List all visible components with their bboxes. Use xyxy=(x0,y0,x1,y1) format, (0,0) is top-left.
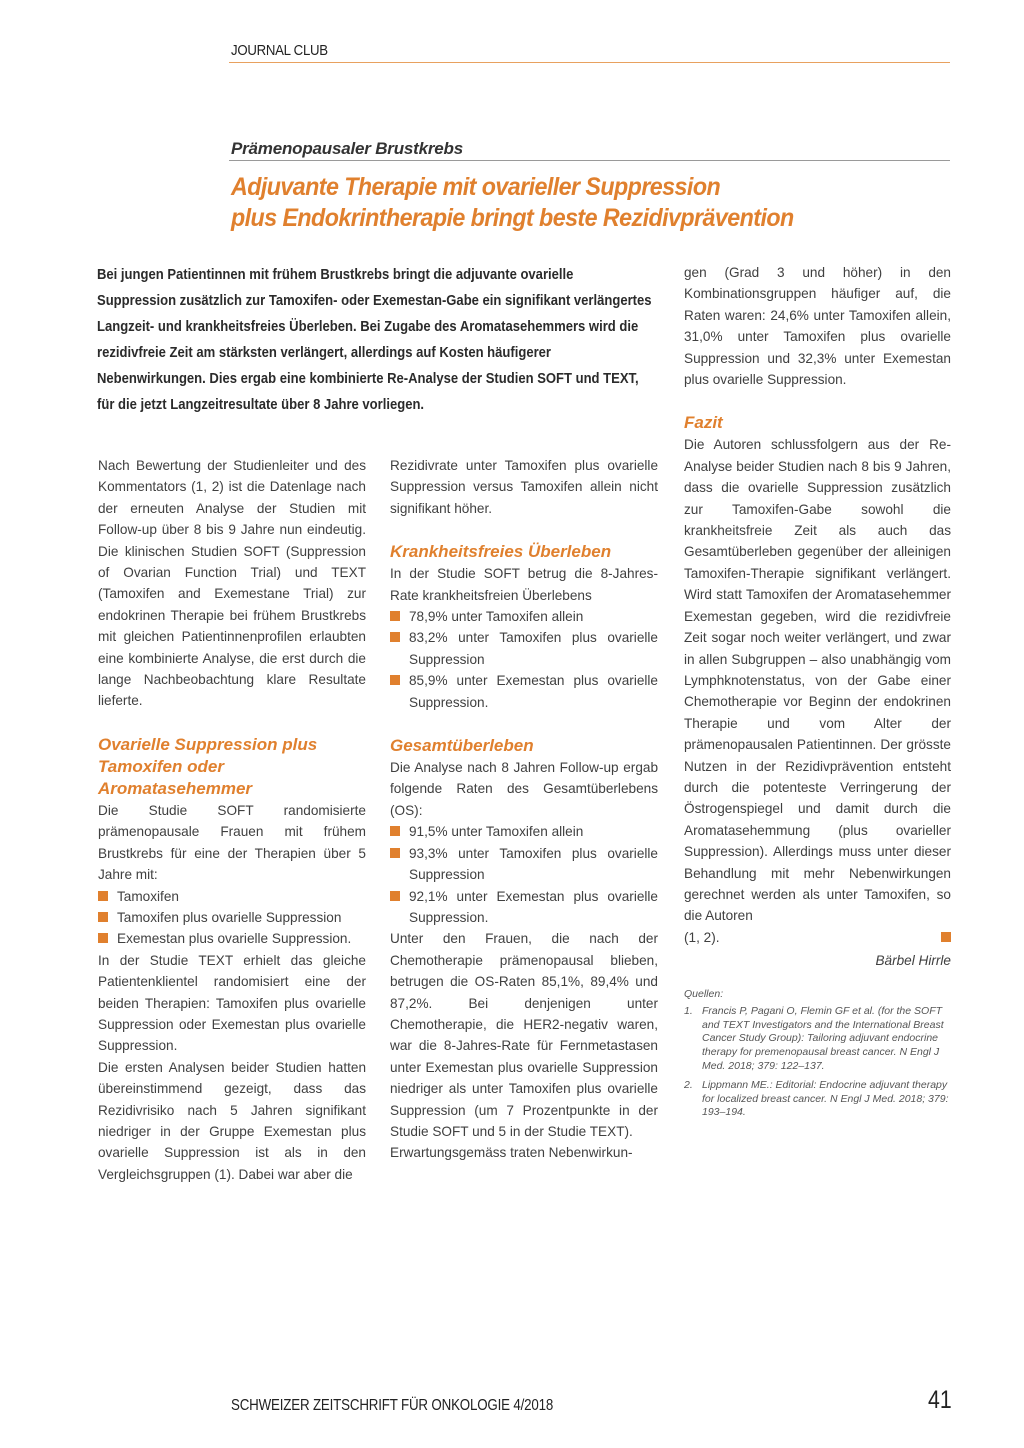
bullet-square-icon xyxy=(390,891,400,901)
list-item: 78,9% unter Tamoxifen allein xyxy=(390,606,658,627)
paragraph: In der Studie TEXT erhielt das gleiche Patientenklientel randomisiert eine der beiden Therapien: Tamoxifen plus ovarielle Suppression oder Exemestan plus ovarielle Suppression. xyxy=(98,952,366,1054)
footer-journal-name: SCHWEIZER ZEITSCHRIFT FÜR ONKOLOGIE 4/2018 xyxy=(231,1397,554,1414)
headline-line: plus Endokrintherapie bringt beste Rezidivprävention xyxy=(231,204,794,232)
column-3 xyxy=(684,262,951,1126)
paragraph: Die Autoren schlussfolgern aus der Re-Analyse beider Studien nach 8 bis 9 Jahren, dass die ovarielle Suppression zusätzlich zur Tamoxifen-Gabe sowohl die krankheitsfreie Zeit als auch das Gesamtüberleben gegenüber der alleinigen Tamoxifen-Therapie signifikant verlängert. Wird statt Tamoxifen der Aromatasehemmer Exemestan gegeben, wird die rezidivfreie Zeit sogar noch weiter verlängert, und zwar in allen Subgruppen – also unabhängig vom Lymphknotenstatus, von der Gabe einer Chemotherapie vor Beginn der endokrinen Therapie und vom Alter der prämenopausalen Patientinnen. Der grösste Nutzen in der Rezidivprävention entsteht durch die potenteste Verringerung der Östrogenspiegel und damit durch die Aromatasehemmung (plus ovarieller Suppression). Allerdings muss unter dieser Behandlung mit mehr Nebenwirkungen gerechnet werden als unter Tamoxifen, so die Autoren xyxy=(684,437,951,924)
article-end xyxy=(684,927,951,948)
bullet-square-icon xyxy=(390,848,400,858)
paragraph: Erwartungsgemäss traten Nebenwirkun- xyxy=(390,1145,633,1161)
bullet-square-icon xyxy=(390,826,400,836)
list-item: 92,1% unter Exemestan plus ovarielle Suppression. xyxy=(390,886,658,929)
paragraph: Die Analyse nach 8 Jahren Follow-up ergab folgende Raten des Gesamtüberlebens (OS): xyxy=(390,760,658,818)
column-2 xyxy=(390,455,658,1164)
bullet-square-icon xyxy=(390,675,400,685)
reference-item: 1. Francis P, Pagani O, Flemin GF et al. (for the SOFT and TEXT Investigators and the International Breast Cancer Study Group): Tailoring adjuvant endocrine therapy for premenopausal breast cancer. N Engl J Med. 2018; 379: 122–137. xyxy=(684,1005,944,1072)
intro-paragraph: Nach Bewertung der Studienleiter und des Kommentators (1, 2) ist die Datenlage nach der erneuten Analyse der Studien mit Follow-up über 8 bis 9 Jahre nun eindeutig. Die klinischen Studien SOFT (Suppression of Ovarian Function Trial) und TEXT (Tamoxifen and Exemestane Trial) zur endokrinen Therapie bei frühem Brustkrebs mit gleichen Patientinnenprofilen erlaubten eine kombinierte Analyse, die erst durch die lange Nachbeobachtung klare Resultate lieferte. xyxy=(98,458,366,709)
kicker-rule xyxy=(229,160,950,161)
page-number: 41 xyxy=(928,1386,952,1414)
citation: (1, 2). xyxy=(684,929,720,945)
references-list xyxy=(684,1005,951,1120)
section-heading-os: Gesamtüberleben xyxy=(390,736,534,756)
article-headline xyxy=(231,172,794,234)
bullet-square-icon xyxy=(98,912,108,922)
section-label: JOURNAL CLUB xyxy=(231,42,328,59)
dfs-list xyxy=(390,606,658,713)
bullet-square-icon xyxy=(98,891,108,901)
list-item: 83,2% unter Tamoxifen plus ovarielle Suppression xyxy=(390,627,658,670)
headline-line: Adjuvante Therapie mit ovarieller Suppression xyxy=(231,173,721,201)
paragraph: In der Studie SOFT betrug die 8-Jahres-Rate krankheitsfreien Überlebens xyxy=(390,566,658,603)
article-kicker: Prämenopausaler Brustkrebs xyxy=(231,139,463,158)
paragraph: Unter den Frauen, die nach der Chemotherapie prämenopausal blieben, betrugen die OS-Raten 85,1%, 89,4% und 87,2%. Bei denjenigen unter Chemotherapie, die HER2-negativ waren, war die 8-Jahres-Rate für Fernmetastasen unter Exemestan plus ovarielle Suppression niedriger als unter Tamoxifen plus ovarielle Suppression (um 7 Prozentpunkte in der Studie SOFT und 5 in der Studie TEXT). xyxy=(390,931,658,1139)
section-heading-fazit: Fazit xyxy=(684,413,723,433)
bullet-square-icon xyxy=(390,611,400,621)
list-item: 85,9% unter Exemestan plus ovarielle Suppression. xyxy=(390,670,658,713)
paragraph: Die Studie SOFT randomisierte prämenopausale Frauen mit frühem Brustkrebs für eine der Therapien über 5 Jahre mit: xyxy=(98,802,366,883)
bullet-square-icon xyxy=(390,632,400,642)
paragraph: Rezidivrate unter Tamoxifen plus ovarielle Suppression versus Tamoxifen allein nicht signifikant höher. xyxy=(390,458,658,516)
reference-item: 2. Lippmann ME.: Editorial: Endocrine adjuvant therapy for localized breast cancer. N Engl J Med. 2018; 379: 193–194. xyxy=(684,1079,949,1119)
list-item: 93,3% unter Tamoxifen plus ovarielle Suppression xyxy=(390,843,658,886)
section-heading-dfs: Krankheitsfreies Überleben xyxy=(390,542,612,562)
bullet-square-icon xyxy=(98,933,108,943)
references xyxy=(684,988,951,1120)
section-heading-suppression: Ovarielle Suppression plus Tamoxifen oder Aromatasehemmer xyxy=(98,734,318,798)
paragraph: Die ersten Analysen beider Studien hatten übereinstimmend gezeigt, dass das Rezidivrisiko nach 5 Jahren signifikant niedriger in der Gruppe Exemestan plus ovarielle Suppression ist als in den Vergleichsgruppen (1). Dabei war aber die xyxy=(98,1059,366,1182)
references-heading: Quellen: xyxy=(684,987,724,1000)
list-item: Tamoxifen xyxy=(98,886,366,907)
therapy-list xyxy=(98,886,366,950)
list-item: Exemestan plus ovarielle Suppression. xyxy=(98,928,366,949)
list-item: Tamoxifen plus ovarielle Suppression xyxy=(98,907,366,928)
list-item: 91,5% unter Tamoxifen allein xyxy=(390,821,658,842)
paragraph: gen (Grad 3 und höher) in den Kombinationsgruppen häufiger auf, die Raten waren: 24,6% unter Tamoxifen allein, 31,0% unter Tamoxifen plus ovarielle Suppression und 32,3% unter Exemestan plus ovarielle Suppression. xyxy=(684,265,951,388)
os-list xyxy=(390,821,658,928)
article-lead: Bei jungen Patientinnen mit frühem Brustkrebs bringt die adjuvante ovarielle Suppression zusätzlich zur Tamoxifen- oder Exemestan-Gabe ein signifikant verlängertes Langzeit- und krankheitsfreies Überleben. Bei Zugabe des Aromatasehemmers wird die rezidivfreie Zeit am stärksten verlängert, allerdings auf Kosten häufigerer Nebenwirkungen. Dies ergab eine kombinierte Re-Analyse der Studien SOFT und TEXT, für die jetzt Langzeitresultate über 8 Jahre vorliegen. xyxy=(97,267,652,413)
header-rule xyxy=(229,62,950,63)
column-1 xyxy=(98,455,366,1185)
author-name: Bärbel Hirrle xyxy=(875,953,951,969)
end-square-icon xyxy=(941,932,951,942)
